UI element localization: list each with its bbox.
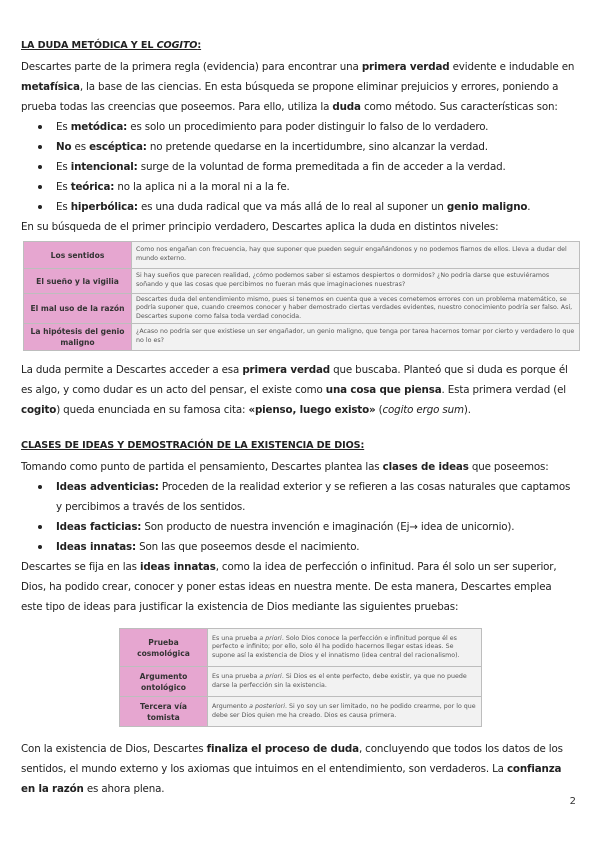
cogito-paragraph [21,360,576,420]
text-run: . Esta primera verdad (el [441,384,566,396]
page-number: 2 [569,796,576,807]
table-value-cell: Descartes duda del entendimiento mismo, pues si tenemos en cuenta que a veces cometemos errores con un problema matemático, se podría suponer que, cuando creemos conocer y haber demostrado ciertas verdades evidentes, nuestro conocimiento podría ser falso. Así, Descartes supone como falsa toda verdad conocida. [132,294,580,324]
text-run: . [527,201,531,213]
text-run: es una duda radical que va más allá de lo real al suponer un [137,201,447,213]
levels-intro-paragraph [21,217,576,237]
table-row [24,324,580,351]
text-run: es [71,141,90,153]
doubt-levels-table [23,241,580,351]
table-row [120,697,482,727]
text-run: , concluyendo que todos los datos de los sentidos, el mundo externo y los axiomas que intuimos en el entendimiento, son verdaderos. La [21,743,563,775]
text-run: es ahora plena. [83,783,165,795]
table-row [24,242,580,269]
god-proofs-table [119,628,482,727]
text-run: ( [375,404,383,416]
text-run: Es [56,121,71,133]
table-row [24,294,580,324]
text-run: no pretende quedarse en la incertidumbre, sino alcanzar la verdad. [146,141,488,153]
table-key-cell: El sueño y la vigilia [24,269,132,294]
text-run: Ideas innatas: [56,541,137,553]
text-run: Son producto de nuestra invención e imaginación (Ej→ idea de unicornio). [141,521,515,533]
text-run: No [56,141,72,153]
ideas-types-list [21,477,576,557]
list-item [21,517,576,537]
text-run: primera verdad [361,61,450,73]
table-value-cell: Si hay sueños que parecen realidad, ¿cómo podemos saber si estamos despiertos o dormidos? ¿No podría darse que estuviéramos soñando y que las cosas que percibimos no fueran más que imaginaciones nuestras? [132,269,580,294]
table-key-cell: El mal uso de la razón [24,294,132,324]
text-run: Con la existencia de Dios, Descartes [21,743,207,755]
text-run: La duda permite a Descartes acceder a esa [21,364,243,376]
text-run: Es [56,181,71,193]
text-run: primera verdad [242,364,330,376]
text-run: genio maligno [446,201,528,213]
text-run: hiperbólica: [70,201,138,213]
list-item [21,117,576,137]
text-run: como método. Sus características son: [360,101,558,113]
table-value-cell: Es una prueba a priori. Solo Dios conoce la perfección e infinitud porque él es perfecto e infinito; por ello, solo él ha podido hacernos llegar estas ideas. Se supone así la existencia de Dios y el innatismo (idea central del racionalismo). [208,629,482,667]
text-run: Proceden de la realidad exterior y se refieren a las cosas naturales que captamos y percibimos a través de los sentidos. [56,481,571,513]
text-run: que poseemos: [468,461,549,473]
table-key-cell: La hipótesis del genio maligno [24,324,132,351]
table-key-cell: Argumento ontológico [120,667,208,697]
text-run: «pienso, luego existo» [248,404,376,416]
list-item [21,197,576,217]
text-run: teórica: [70,181,115,193]
text-run: clases de ideas [382,461,469,473]
text-run: Es [56,201,71,213]
text-run: Descartes se fija en las [21,561,140,573]
text-run: metafísica [21,81,80,93]
table-row [120,667,482,697]
table-key-cell: Los sentidos [24,242,132,269]
ideas-intro-paragraph [21,457,576,477]
text-run: ) queda enunciada en su famosa cita: [56,404,249,416]
list-item [21,477,576,517]
text-run: metódica: [70,121,128,133]
text-run: Es [56,161,71,173]
text-run: ideas innatas [139,561,216,573]
text-run: Ideas adventicias: [56,481,159,493]
text-run: , como la idea de perfección o infinitud. Para él solo un ser superior, Dios, ha podido crear, conocer y poner estas ideas en nuestra mente. De esta manera, Descartes emplea este tipo de ideas para justificar la existencia de Dios mediante las siguientes pruebas: [21,561,557,613]
list-item [21,537,576,557]
final-paragraph [21,739,576,799]
list-item [21,177,576,197]
text-run: Tomando como punto de partida el pensamiento, Descartes plantea las [21,461,383,473]
text-run: En su búsqueda de el primer principio verdadero, Descartes aplica la duda en distintos niveles: [21,221,499,233]
text-run: es solo un procedimiento para poder distinguir lo falso de lo verdadero. [127,121,489,133]
god-existence-paragraph [21,557,576,617]
duda-characteristics-list [21,117,576,217]
text-run: confianza en la razón [21,763,562,795]
text-run: duda [332,101,361,113]
text-run: cogito [21,404,57,416]
text-run: cogito ergo sum [382,404,464,416]
text-run: Son las que poseemos desde el nacimiento. [136,541,360,553]
text-run: Descartes parte de la primera regla (evidencia) para encontrar una [21,61,362,73]
text-run: Ideas facticias: [56,521,142,533]
text-run: surge de la voluntad de forma premeditada a fin de acceder a la verdad. [137,161,506,173]
text-run: , la base de las ciencias. En esta búsqueda se propone eliminar prejuicios y errores, poniendo a prueba todas las creencias que poseemos. Para ello, utiliza la [21,81,559,113]
list-item [21,157,576,177]
table-row [24,269,580,294]
text-run: escéptica: [89,141,147,153]
text-run: que buscaba. Planteó que si duda es porque él es algo, y como dudar es un acto del pensar, el existe como [21,364,568,396]
text-run: intencional: [70,161,138,173]
section-heading-duda: LA DUDA METÓDICA Y EL COGITO: [21,40,202,51]
text-run: evidente e indudable en [449,61,575,73]
section-heading-ideas: CLASES DE IDEAS Y DEMOSTRACIÓN DE LA EXISTENCIA DE DIOS: [21,440,365,451]
table-value-cell: Argumento a posteriori. Si yo soy un ser limitado, no he podido crearme, por lo que debe ser Dios quien me ha creado. Dios es causa primera. [208,697,482,727]
text-run: no la aplica ni a la moral ni a la fe. [114,181,290,193]
table-key-cell: Tercera vía tomista [120,697,208,727]
text-run: una cosa que piensa [325,384,442,396]
table-key-cell: Prueba cosmológica [120,629,208,667]
table-value-cell: Como nos engañan con frecuencia, hay que suponer que pueden seguir engañándonos y no podemos fiarnos de ellos. Lleva a dudar del mundo externo. [132,242,580,269]
table-row [120,629,482,667]
list-item [21,137,576,157]
duda-intro-paragraph [21,57,576,117]
table-value-cell: Es una prueba a priori. Si Dios es el ente perfecto, debe existir, ya que no puede darse la perfección sin la existencia. [208,667,482,697]
text-run: finaliza el proceso de duda [206,743,359,755]
table-value-cell: ¿Acaso no podría ser que existiese un ser engañador, un genio maligno, que tenga por tarea hacernos tomar por cierto y verdadero lo que no lo es? [132,324,580,351]
text-run: ). [463,404,471,416]
